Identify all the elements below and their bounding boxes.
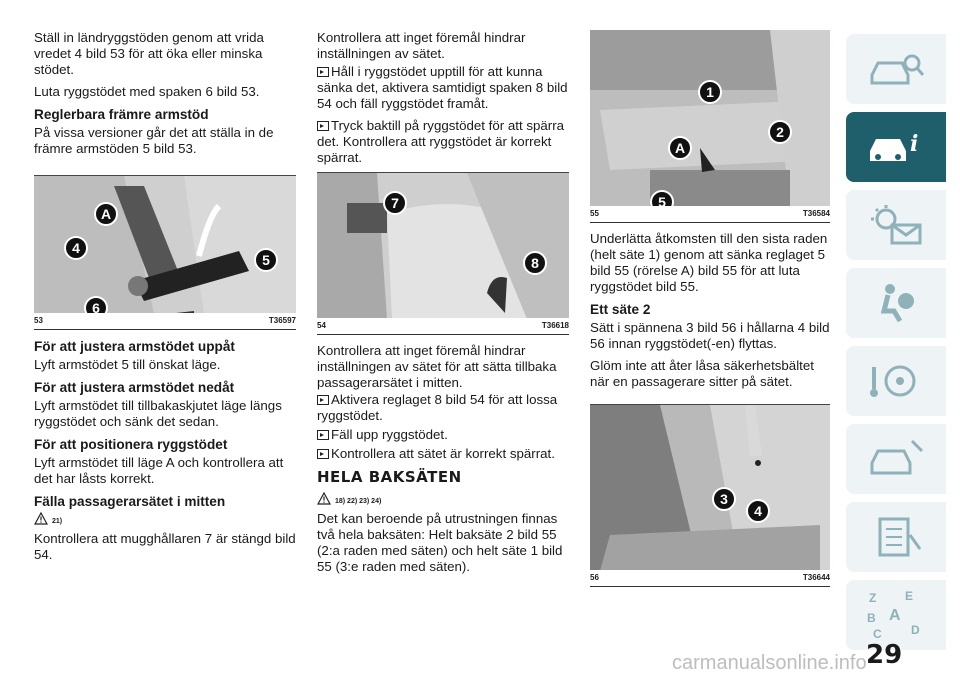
paragraph: Kontrollera att inget föremål hindrar inställningen av sätet för att sätta tillbaka passagerarsätet i mitten. — [317, 343, 557, 390]
index-icon — [861, 588, 931, 642]
paragraph: Kontrollera att mugghållaren 7 är stängd bild 54. — [34, 531, 296, 562]
figure-56-seatbelt — [590, 404, 830, 570]
figure-53-armrest — [34, 175, 296, 313]
figure-caption — [590, 206, 830, 223]
figure-caption — [34, 313, 296, 330]
section-heading: Fälla passagerarsätet i mitten — [34, 494, 226, 509]
figure-code: T36584 — [802, 209, 830, 218]
index-letter: Z — [869, 591, 877, 605]
callout-badge: A — [94, 202, 118, 226]
column-1 — [34, 30, 296, 569]
arrow-bullet-icon — [317, 449, 329, 459]
bullet-step — [317, 392, 569, 424]
callout-badge: 3 — [712, 487, 736, 511]
section-heading: För att justera armstödet nedåt — [34, 380, 235, 395]
car-info-icon — [866, 127, 926, 167]
figure-55-back-seat — [590, 30, 830, 206]
paragraph: Luta ryggstödet med spaken 6 bild 53. — [34, 84, 260, 99]
warning-lights-icon — [866, 203, 926, 247]
figure-caption — [317, 318, 569, 335]
paragraph: Kontrollera att inget föremål hindrar inställningen av sätet. — [317, 30, 526, 61]
back-seat-illustration — [590, 30, 830, 206]
airbag-icon — [866, 281, 926, 325]
paragraph: Underlätta åtkomsten till den sista raden (helt säte 1) genom att sänka reglaget 5 bild 55 (rörelse A) bild 55 för att luta ryggstödet bild 55. — [590, 231, 828, 294]
figure-caption — [590, 570, 830, 587]
section-heading: För att positionera ryggstödet — [34, 437, 228, 452]
callout-badge: 2 — [768, 120, 792, 144]
figure-number: 55 — [590, 209, 599, 218]
watermark: carmanualsonline.info — [672, 652, 867, 674]
section-heading: Reglerbara främre armstöd — [34, 107, 209, 122]
section-heading: Ett säte 2 — [590, 302, 651, 317]
arrow-bullet-icon — [317, 67, 329, 77]
page-number: 29 — [866, 640, 903, 670]
tab-steering[interactable] — [846, 346, 946, 416]
callout-badge: 5 — [650, 190, 674, 206]
bullet-step — [317, 427, 569, 443]
paragraph: Det kan beroende på utrustningen finnas två hela baksäten: Helt baksäte 2 bild 55 (2:a raden med säten) och helt säte 1 bild 55 (3:e raden med säten). — [317, 511, 563, 574]
chapter-heading: HELA BAKSÄTEN — [317, 468, 462, 486]
svg-text:i: i — [910, 131, 919, 157]
figure-54-rear-seat — [317, 172, 569, 318]
car-search-icon — [866, 49, 926, 89]
tab-car-info[interactable] — [846, 112, 946, 182]
callout-badge: 1 — [698, 80, 722, 104]
arrow-bullet-icon — [317, 395, 329, 405]
steering-icon — [866, 359, 926, 403]
figure-code: T36597 — [268, 316, 296, 325]
index-letter: E — [905, 589, 914, 603]
bullet-step — [317, 118, 569, 166]
warning-reference — [317, 492, 569, 505]
paragraph: Lyft armstödet till läge A och kontrollera att det har låsts korrekt. — [34, 455, 284, 486]
paragraph: Ställ in ländryggstöden genom att vrida vredet 4 bild 53 för att öka eller minska stödet. — [34, 30, 264, 77]
index-letter: C — [873, 627, 882, 641]
callout-badge: 6 — [84, 296, 108, 313]
step-text: Håll i ryggstödet upptill för att kunna sänka det, aktivera samtidigt spaken 8 bild 54 och fäll ryggstödet framåt. — [317, 64, 568, 111]
step-text: Aktivera reglaget 8 bild 54 för att lossa ryggstödet. — [317, 392, 558, 423]
seatbelt-illustration — [590, 405, 830, 570]
step-text: Fäll upp ryggstödet. — [331, 427, 448, 442]
callout-badge: 8 — [523, 251, 547, 275]
index-letter: A — [889, 607, 901, 624]
callout-badge: 4 — [746, 499, 770, 523]
section-heading: För att justera armstödet uppåt — [34, 339, 235, 354]
figure-code: T36644 — [802, 573, 830, 582]
checklist-icon — [866, 515, 926, 559]
chapter-tabs — [846, 34, 946, 658]
tab-airbag[interactable] — [846, 268, 946, 338]
tab-checklist[interactable] — [846, 502, 946, 572]
bullet-step — [317, 64, 569, 112]
figure-number: 54 — [317, 321, 326, 330]
tab-warning-lights[interactable] — [846, 190, 946, 260]
index-letter: D — [911, 623, 920, 637]
car-service-icon — [866, 437, 926, 481]
figure-code: T36618 — [541, 321, 569, 330]
paragraph: Lyft armstödet 5 till önskat läge. — [34, 357, 221, 372]
seat-lever-illustration — [317, 173, 569, 318]
callout-badge: 5 — [254, 248, 278, 272]
step-text: Kontrollera att sätet är korrekt spärrat. — [331, 446, 555, 461]
column-3 — [590, 30, 830, 595]
index-letter: B — [867, 611, 876, 625]
step-text: Tryck baktill på ryggstödet för att spärra det. Kontrollera att ryggstödet är korrekt spärrat. — [317, 118, 565, 165]
callout-badge: 4 — [64, 236, 88, 260]
figure-number: 53 — [34, 316, 43, 325]
arrow-bullet-icon — [317, 430, 329, 440]
paragraph: Lyft armstödet till tillbakaskjutet läge längs ryggstödet och sänk det sedan. — [34, 398, 282, 429]
paragraph: På vissa versioner går det att ställa in de främre armstöden 5 bild 53. — [34, 125, 274, 156]
arrow-bullet-icon — [317, 121, 329, 131]
paragraph: Sätt i spännena 3 bild 56 i hållarna 4 bild 56 innan ryggstödet(-en) flyttas. — [590, 320, 830, 351]
tab-car-search[interactable] — [846, 34, 946, 104]
callout-badge: 7 — [383, 191, 407, 215]
warning-reference — [34, 512, 296, 525]
tab-car-service[interactable] — [846, 424, 946, 494]
warning-refs: 18) 22) 23) 24) — [335, 498, 382, 505]
callout-badge: A — [668, 136, 692, 160]
bullet-step — [317, 446, 569, 462]
column-2 — [317, 30, 569, 581]
figure-number: 56 — [590, 573, 599, 582]
warning-triangle-icon — [34, 512, 48, 525]
paragraph: Glöm inte att åter låsa säkerhetsbältet när en passagerare sitter på sätet. — [590, 358, 814, 389]
warning-refs: 21) — [52, 518, 63, 525]
warning-triangle-icon — [317, 492, 331, 505]
